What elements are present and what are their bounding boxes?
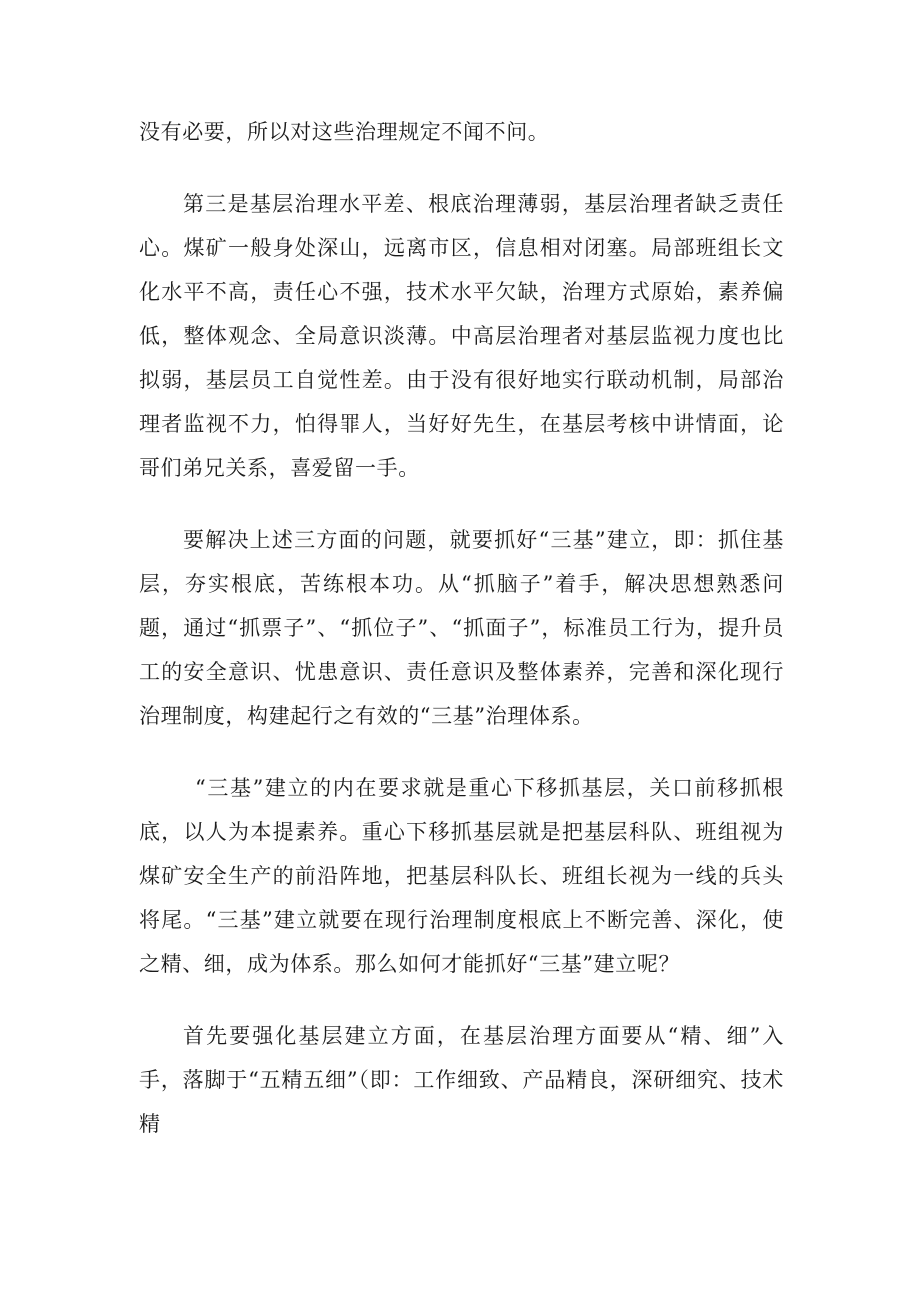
paragraph-4: “三基”建立的内在要求就是重心下移抓基层，关口前移抓根底，以人为本提素养。重心下移抓基层就是把基层科队、班组视为煤矿安全生产的前沿阵地，把基层科队长、班组长视为一线的兵头将尾。“三基”建立就要在现行治理制度根底上不断完善、深化，使之精、细，成为体系。那么如何才能抓好“三基”建立呢？: [139, 776, 784, 976]
paragraph-1: 没有必要，所以对这些治理规定不闻不问。: [139, 120, 550, 144]
document-body: [139, 110, 784, 1174]
paragraph-2: 第三是基层治理水平差、根底治理薄弱，基层治理者缺乏责任心。煤矿一般身处深山，远离市区，信息相对闭塞。局部班组长文化水平不高，责任心不强，技术水平欠缺，治理方式原始，素养偏低，整体观念、全局意识淡薄。中高层治理者对基层监视力度也比拟弱，基层员工自觉性差。由于没有很好地实行联动机制，局部治理者监视不力，怕得罪人，当好好先生，在基层考核中讲情面，论哥们弟兄关系，喜爱留一手。: [139, 192, 784, 480]
paragraph-5: 首先要强化基层建立方面，在基层治理方面要从“精、细”入手，落脚于“五精五细”（即：工作细致、产品精良，深研细究、技术精: [139, 1024, 784, 1136]
paragraph-3: 要解决上述三方面的问题，就要抓好“三基”建立，即：抓住基层，夯实根底，苦练根本功。从“抓脑子”着手，解决思想熟悉问题，通过“抓票子”、“抓位子”、“抓面子”，标准员工行为，提升员工的安全意识、忧患意识、责任意识及整体素养，完善和深化现行治理制度，构建起行之有效的“三基”治理体系。: [139, 528, 784, 728]
